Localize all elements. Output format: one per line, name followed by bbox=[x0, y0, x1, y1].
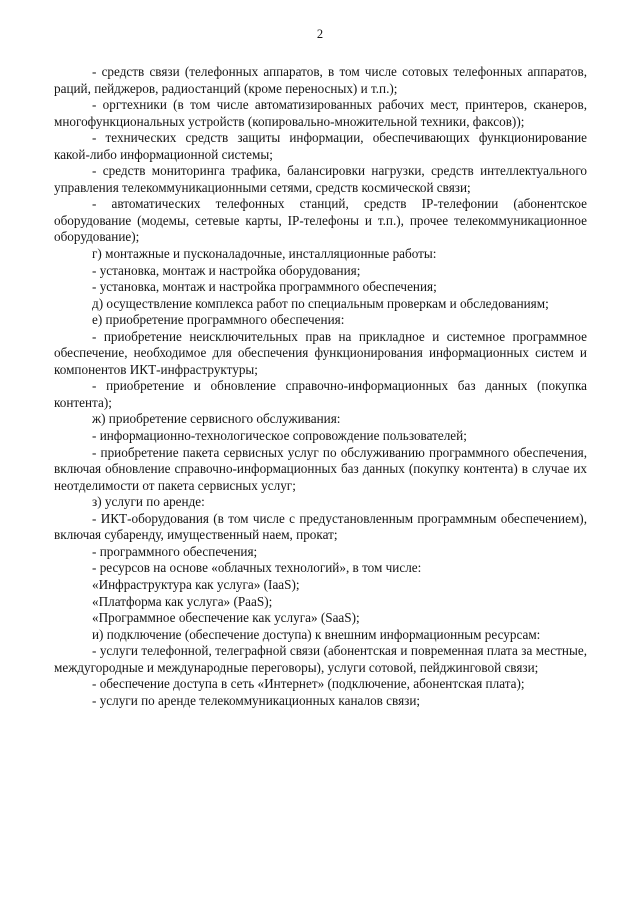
paragraph: - информационно-технологическое сопровождение пользователей; bbox=[92, 428, 467, 444]
paragraph: - услуги телефонной, телеграфной связи (абонентская и повременная плата за местные, междугородные и международные переговоры), услуги сотовой, пейджинговой связи; bbox=[54, 643, 587, 675]
paragraph: - ИКТ-оборудования (в том числе с предустановленным программным обеспечением), включая субаренду, имущественный наем, прокат; bbox=[54, 510, 587, 543]
paragraph: - программного обеспечения; bbox=[92, 543, 258, 559]
section-heading-zh: ж) приобретение сервисного обслуживания: bbox=[92, 411, 341, 427]
section-heading-z: з) услуги по аренде: bbox=[92, 494, 205, 510]
paragraph: - услуги по аренде телекоммуникационных каналов связи; bbox=[92, 692, 421, 708]
page-number: 2 bbox=[316, 27, 324, 41]
paragraph: - технических средств защиты информации, обеспечивающих функционирование какой-либо информационной системы; bbox=[54, 130, 587, 162]
paragraph: - оргтехники (в том числе автоматизированных рабочих мест, принтеров, сканеров, многофункциональных устройств (копировально-множительной техники, факсов)); bbox=[54, 97, 587, 129]
cloud-item-paas: «Платформа как услуга» (PaaS); bbox=[92, 593, 273, 609]
section-heading-d: д) осуществление комплекса работ по специальным проверкам и обследованиям; bbox=[92, 295, 549, 311]
paragraph: - приобретение и обновление справочно-информационных баз данных (покупка контента); bbox=[54, 378, 587, 410]
cloud-item-iaas: «Инфраструктура как услуга» (IaaS); bbox=[92, 576, 300, 592]
document-body bbox=[54, 64, 587, 709]
cloud-item-saas: «Программное обеспечение как услуга» (SaaS); bbox=[92, 610, 360, 626]
section-heading-g: г) монтажные и пусконаладочные, инсталляционные работы: bbox=[92, 246, 437, 262]
paragraph: - приобретение неисключительных прав на прикладное и системное программное обеспечение, необходимое для обеспечения функционирования информационных систем и компонентов ИКТ-инфраструктуры; bbox=[54, 328, 587, 377]
paragraph: - автоматических телефонных станций, средств IP-телефонии (абонентское оборудование (модемы, сетевые карты, IP-телефоны и т.п.), прочее телекоммуникационное оборудование); bbox=[54, 196, 587, 245]
paragraph: - ресурсов на основе «облачных технологий», в том числе: bbox=[92, 560, 422, 576]
paragraph: - средств связи (телефонных аппаратов, в том числе сотовых телефонных аппаратов, раций, пейджеров, радиостанций (кроме переносных) и т.п.); bbox=[54, 64, 587, 96]
paragraph: - установка, монтаж и настройка оборудования; bbox=[92, 262, 361, 278]
paragraph: - установка, монтаж и настройка программного обеспечения; bbox=[92, 279, 437, 295]
section-heading-i: и) подключение (обеспечение доступа) к внешним информационным ресурсам: bbox=[92, 626, 541, 642]
paragraph: - приобретение пакета сервисных услуг по обслуживанию программного обеспечения, включая обновление справочно-информационных баз данных (покупку контента) в случае их неотделимости от пакета сервисных услуг; bbox=[54, 444, 587, 493]
paragraph: - средств мониторинга трафика, балансировки нагрузки, средств интеллектуального управления телекоммуникационными сетями, средств космической связи; bbox=[54, 163, 587, 195]
section-heading-e: е) приобретение программного обеспечения: bbox=[92, 312, 345, 328]
paragraph: - обеспечение доступа в сеть «Интернет» (подключение, абонентская плата); bbox=[92, 676, 525, 692]
